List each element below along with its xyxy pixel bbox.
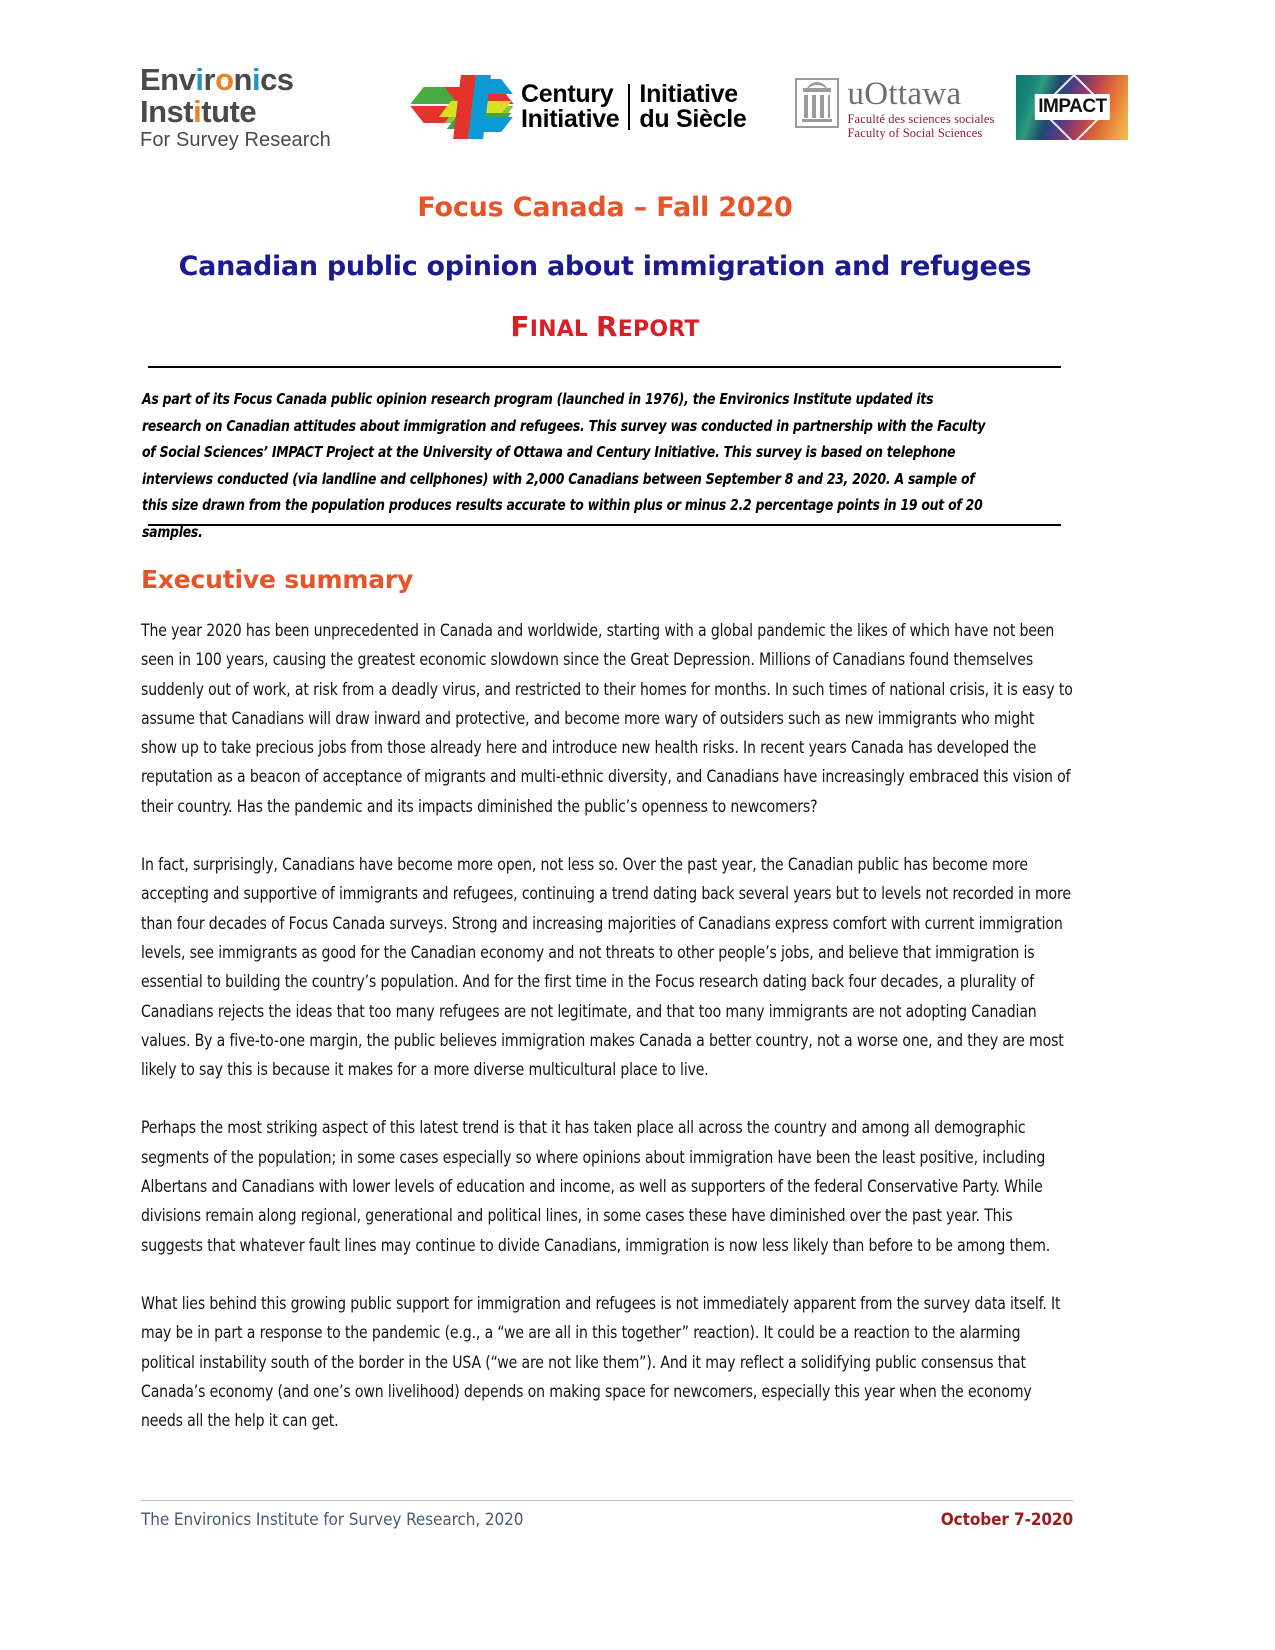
century-initiative-logo bbox=[415, 73, 747, 141]
report-type-title bbox=[140, 310, 1070, 343]
century-initiative-fr-line1: Initiative bbox=[639, 79, 738, 108]
final-report-eport: EPORT bbox=[617, 317, 700, 342]
impact-project-logo bbox=[1016, 75, 1128, 140]
environics-logo-line1: Environics bbox=[140, 62, 294, 97]
century-initiative-fr-line2: du Siècle bbox=[639, 105, 747, 133]
report-series-title: Focus Canada – Fall 2020 bbox=[417, 192, 793, 223]
uottawa-faculty-fr: Faculté des sciences sociales bbox=[847, 111, 995, 126]
uottawa-building-icon bbox=[795, 78, 839, 128]
final-report-r: R bbox=[596, 310, 618, 343]
environics-institute-logo bbox=[140, 64, 345, 150]
report-subject-title: Canadian public opinion about immigration and refugees bbox=[178, 251, 1032, 282]
uottawa-faculty-en: Faculty of Social Sciences bbox=[847, 126, 983, 140]
footer-date: October 7-2020 bbox=[940, 1510, 1073, 1530]
partner-logo-bar bbox=[140, 52, 1107, 162]
uottawa-logo bbox=[795, 75, 995, 140]
executive-summary-heading: Executive summary bbox=[141, 565, 414, 594]
century-initiative-wordmark bbox=[521, 79, 747, 133]
century-initiative-divider bbox=[628, 84, 630, 130]
page-footer bbox=[141, 1510, 1073, 1530]
century-initiative-mark-icon bbox=[415, 73, 509, 141]
summary-paragraph-1: The year 2020 has been unprecedented in Canada and worldwide, starting with a global pandemic the likes of which have not been seen in 100 years, causing the greatest economic slowdown since the Great Depression. Millions of Canadians found themselves suddenly out of work, at risk from a deadly virus, and restricted to their homes for months. In such times of national crisis, it is easy to assume that Canadians will draw inward and protective, and become more wary of outsiders such as new immigrants who might show up to take precious jobs from those already here and introduce new health risks. In recent years Canada has developed the reputation as a beacon of acceptance of migrants and multi-ethnic diversity, and Canadians have increasingly embraced this vision of their country. Has the pandemic and its impacts diminished the public’s openness to newcomers? bbox=[141, 621, 1073, 817]
uottawa-wordmark: uOttawa bbox=[847, 75, 962, 112]
impact-wordmark: IMPACT bbox=[1035, 94, 1109, 120]
document-title-block bbox=[140, 192, 1070, 343]
footer-divider bbox=[141, 1500, 1073, 1501]
summary-paragraph-2: In fact, surprisingly, Canadians have become more open, not less so. Over the past year, the Canadian public has become more accepting and supportive of immigrants and refugees, continuing a trend dating back several years but to levels not recorded in more than four decades of Focus Canada surveys. Strong and increasing majorities of Canadians express comfort with current immigration levels, see immigrants as good for the Canadian economy and not threats to other people’s jobs, and believe that immigration is essential to building the country’s population. And for the first time in the Focus research dating back four decades, a plurality of Canadians rejects the ideas that too many refugees are not legitimate, and that too many immigrants are not adopting Canadian values. By a five-to-one margin, the public believes immigration makes Canada a better country, not a worse one, and they are most likely to say this is because it makes for a more diverse multicultural place to live. bbox=[141, 855, 1071, 1081]
summary-paragraph-4: What lies behind this growing public support for immigration and refugees is not immediately apparent from the survey data itself. It may be in part a response to the pandemic (e.g., a “we are all in this together” reaction). It could be a reaction to the alarming political instability south of the border in the USA (“we are not like them”). And it may reflect a solidifying public consensus that Canada’s economy (and one’s own livelihood) depends on making space for newcomers, especially this year when the economy needs all the help it can get. bbox=[141, 1293, 1061, 1432]
century-initiative-en-line1: Century bbox=[521, 79, 614, 108]
century-initiative-en-line2: Initiative bbox=[521, 105, 620, 133]
footer-organization: The Environics Institute for Survey Research, 2020 bbox=[141, 1510, 524, 1530]
final-report-inal: INAL bbox=[529, 317, 589, 342]
abstract-rule-top bbox=[148, 366, 1061, 368]
final-report-f: F bbox=[510, 310, 530, 343]
environics-logo-tagline: For Survey Research bbox=[140, 129, 331, 151]
summary-paragraph-3: Perhaps the most striking aspect of this latest trend is that it has taken place all across the country and among all demographic segments of the population; in some cases especially so where opinions about immigration have been the least positive, including Albertans and Canadians with lower levels of education and income, as well as supporters of the federal Conservative Party. While divisions remain along regional, generational and political lines, in some cases these have diminished over the past year. This suggests that whatever fault lines may continue to divide Canadians, immigration is now less likely than before to be among them. bbox=[141, 1118, 1051, 1256]
environics-logo-line2: Institute bbox=[140, 94, 257, 129]
abstract-text: As part of its Focus Canada public opinion research program (launched in 1976), the Environics Institute updated its research on Canadian attitudes about immigration and refugees. This survey was conducted in partnership with the Faculty of Social Sciences’ IMPACT Project at the University of Ottawa and Century Initiative. This survey is based on telephone interviews conducted (via landline and cellphones) with 2,000 Canadians between September 8 and 23, 2020. A sample of this size drawn from the population produces results accurate to within plus or minus 2.2 percentage points in 19 out of 20 samples. bbox=[142, 390, 986, 541]
abstract-rule-bottom bbox=[148, 524, 1061, 526]
executive-summary-body bbox=[141, 617, 1073, 1436]
